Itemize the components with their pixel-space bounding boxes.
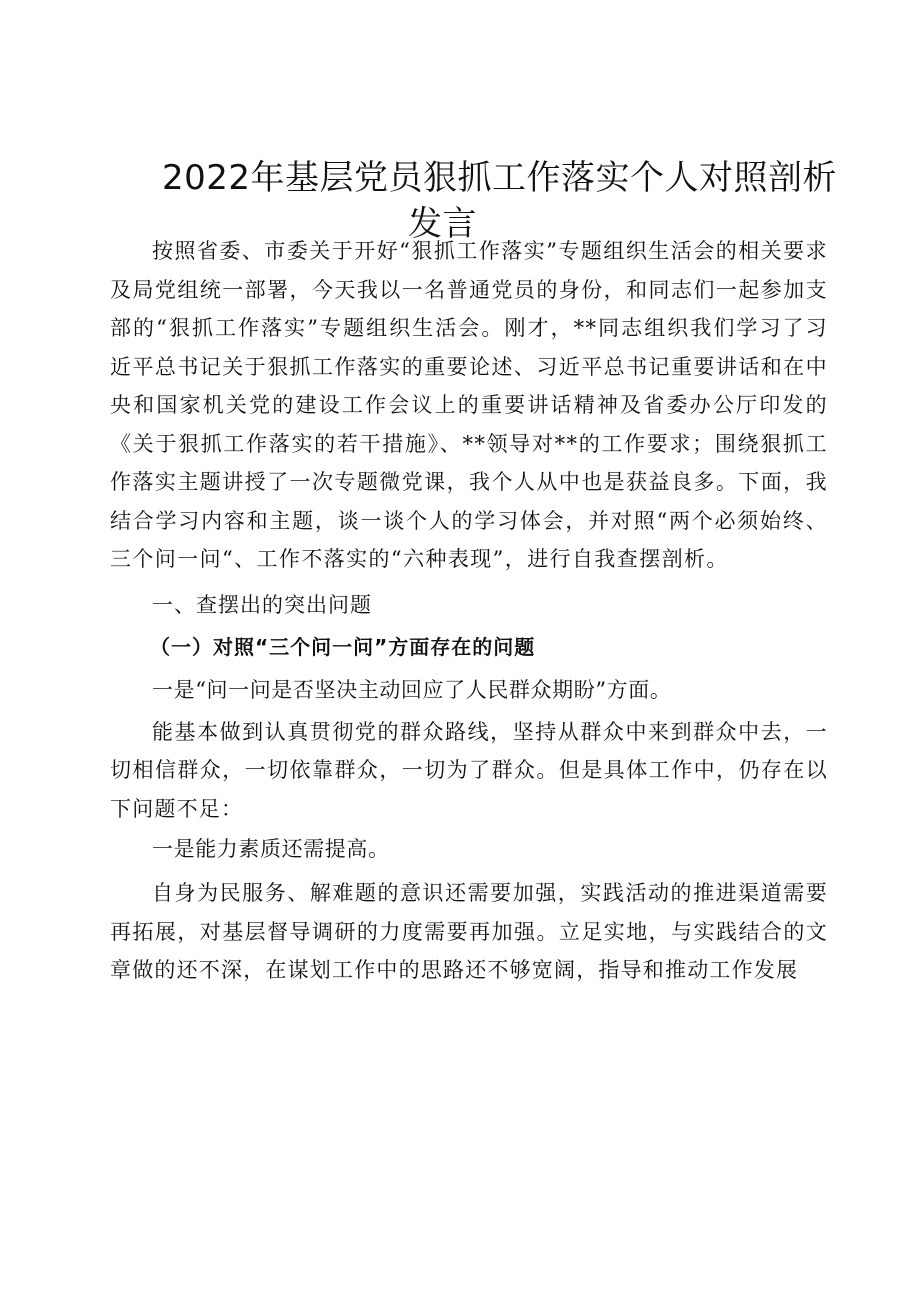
document-title-line-1: 2022年基层党员狠抓工作落实个人对照剖析 bbox=[162, 158, 838, 198]
subsection-heading: （一）对照“三个问一问”方面存在的问题 bbox=[150, 634, 536, 659]
document-title-line-2: 发言 bbox=[408, 204, 477, 244]
point-paragraph-2: 自身为民服务、解难题的意识还需要加强，实践活动的推进渠道需要再拓展，对基层督导调研的力度需要再加强。立足实地，与实践结合的文章做的还不深，在谋划工作中的思路还不够宽阔，指导和推动工作发展 bbox=[110, 881, 828, 982]
point-heading-2: 一是能力素质还需提高。 bbox=[152, 837, 390, 861]
section-heading: 一、查摆出的突出问题 bbox=[152, 592, 372, 617]
intro-paragraph: 按照省委、市委关于开好“狠抓工作落实”专题组织生活会的相关要求及局党组统一部署，今天我以一名普通党员的身份，和同志们一起参加支部的“狠抓工作落实”专题组织生活会。刚才，**同志组织我们学习了习近平总书记关于狠抓工作落实的重要论述、习近平总书记重要讲话和在中央和国家机关党的建设工作会议上的重要讲话精神及省委办公厅印发的《关于狠抓工作落实的若干措施》、**领导对**的工作要求；围绕狠抓工作落实主题讲授了一次专题微党课，我个人从中也是获益良多。下面，我结合学习内容和主题，谈一谈个人的学习体会，并对照“两个必须始终、三个问一问“、工作不落实的“六种表现”，进行自我查摆剖析。 bbox=[110, 239, 828, 571]
point-heading-1: 一是“问一问是否坚决主动回应了人民群众期盼”方面。 bbox=[152, 677, 672, 702]
document-body bbox=[110, 232, 828, 990]
point-paragraph-1: 能基本做到认真贯彻党的群众路线，坚持从群众中来到群众中去，一切相信群众，一切依靠群众，一切为了群众。但是具体工作中，仍存在以下问题不足： bbox=[110, 719, 828, 821]
